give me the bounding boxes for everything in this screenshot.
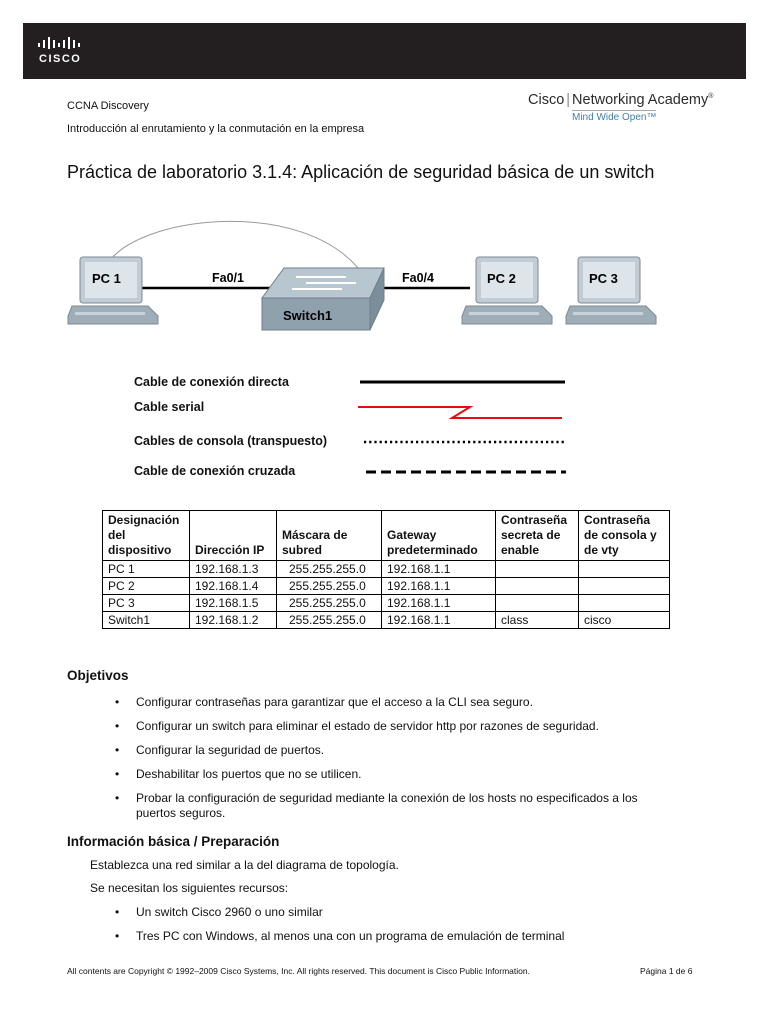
pc3-icon — [566, 257, 656, 324]
cell-mask: 255.255.255.0 — [277, 561, 382, 578]
th-enable-secret: Contraseña secreta de enable — [496, 511, 579, 561]
background-para-1: Establezca una red similar a la del diagrama de topología. — [90, 858, 399, 872]
cell-vty — [579, 578, 670, 595]
th-console-vty: Contraseña de consola y de vty — [579, 511, 670, 561]
cell-device: PC 1 — [103, 561, 190, 578]
th-ip: Dirección IP — [190, 511, 277, 561]
cell-mask: 255.255.255.0 — [277, 595, 382, 612]
addressing-table — [102, 510, 670, 629]
list-item: • Configurar un switch para eliminar el estado de servidor http por razones de seguridad. — [110, 719, 670, 734]
objectives-list — [110, 695, 670, 821]
cell-enable: class — [496, 612, 579, 629]
legend-crossover-label: Cable de conexión cruzada — [134, 464, 296, 478]
th-gateway: Gateway predeterminado — [382, 511, 496, 561]
list-item: • Deshabilitar los puertos que no se utilicen. — [110, 767, 670, 782]
legend-console-label: Cables de consola (transpuesto) — [134, 434, 328, 448]
cell-vty — [579, 595, 670, 612]
table-header-row — [103, 511, 670, 561]
cell-gateway: 192.168.1.1 — [382, 595, 496, 612]
cell-vty — [579, 561, 670, 578]
cell-mask: 255.255.255.0 — [277, 578, 382, 595]
cell-gateway: 192.168.1.1 — [382, 612, 496, 629]
resources-list — [110, 905, 670, 944]
cell-ip: 192.168.1.2 — [190, 612, 277, 629]
list-item: • Un switch Cisco 2960 o uno similar — [110, 905, 670, 920]
table-row — [103, 578, 670, 595]
list-item: • Configurar contraseñas para garantizar que el acceso a la CLI sea seguro. — [110, 695, 670, 710]
list-item: • Probar la configuración de seguridad mediante la conexión de los hosts no especificados a los puertos seguros. — [110, 791, 670, 821]
background-heading: Información básica / Preparación — [67, 834, 280, 849]
pc1-label: PC 1 — [92, 271, 121, 286]
list-item: • Tres PC con Windows, al menos una con un programa de emulación de terminal — [110, 929, 670, 944]
cell-mask: 255.255.255.0 — [277, 612, 382, 629]
cell-gateway: 192.168.1.1 — [382, 561, 496, 578]
background-para-2: Se necesitan los siguientes recursos: — [90, 881, 289, 895]
footer-page-number: Página 1 de 6 — [640, 966, 693, 976]
cell-ip: 192.168.1.5 — [190, 595, 277, 612]
academy-cisco: Cisco — [528, 92, 565, 108]
academy-tagline: Mind Wide Open™ — [572, 112, 657, 123]
legend-straight-label: Cable de conexión directa — [134, 375, 289, 389]
footer-copyright: All contents are Copyright © 1992–2009 Cisco Systems, Inc. All rights reserved. This document is Cisco Public Information. — [67, 966, 530, 976]
cell-device: PC 2 — [103, 578, 190, 595]
port-fa0-4-label: Fa0/4 — [402, 271, 434, 285]
cell-enable — [496, 595, 579, 612]
port-fa0-1-label: Fa0/1 — [212, 271, 244, 285]
legend-serial-label: Cable serial — [134, 400, 205, 414]
legend-serial-line — [358, 407, 562, 418]
course-subtitle: Introducción al enrutamiento y la conmutación en la empresa — [67, 123, 365, 135]
pc1-icon — [68, 257, 158, 324]
cell-ip: 192.168.1.3 — [190, 561, 277, 578]
switch1-label: Switch1 — [283, 308, 333, 323]
cisco-wordmark: CISCO — [39, 53, 82, 65]
table-row — [103, 595, 670, 612]
topology-diagram — [0, 0, 768, 500]
pc2-icon — [462, 257, 552, 324]
academy-logo: Cisco | Networking Academy® — [528, 92, 714, 108]
pc2-label: PC 2 — [487, 271, 516, 286]
academy-name: Networking Academy — [572, 92, 709, 108]
cell-enable — [496, 561, 579, 578]
list-item: • Configurar la seguridad de puertos. — [110, 743, 670, 758]
th-device: Designación del dispositivo — [103, 511, 190, 561]
cell-enable — [496, 578, 579, 595]
th-mask: Máscara de subred — [277, 511, 382, 561]
console-cable-curve — [112, 221, 358, 268]
cell-device: PC 3 — [103, 595, 190, 612]
cell-device: Switch1 — [103, 612, 190, 629]
course-name: CCNA Discovery — [67, 100, 149, 112]
cell-gateway: 192.168.1.1 — [382, 578, 496, 595]
table-row — [103, 612, 670, 629]
cell-vty: cisco — [579, 612, 670, 629]
cell-ip: 192.168.1.4 — [190, 578, 277, 595]
page-title: Práctica de laboratorio 3.1.4: Aplicación de seguridad básica de un switch — [67, 162, 655, 182]
academy-reg: ® — [708, 93, 714, 101]
objectives-heading: Objetivos — [67, 668, 129, 683]
pc3-label: PC 3 — [589, 271, 618, 286]
table-row — [103, 561, 670, 578]
